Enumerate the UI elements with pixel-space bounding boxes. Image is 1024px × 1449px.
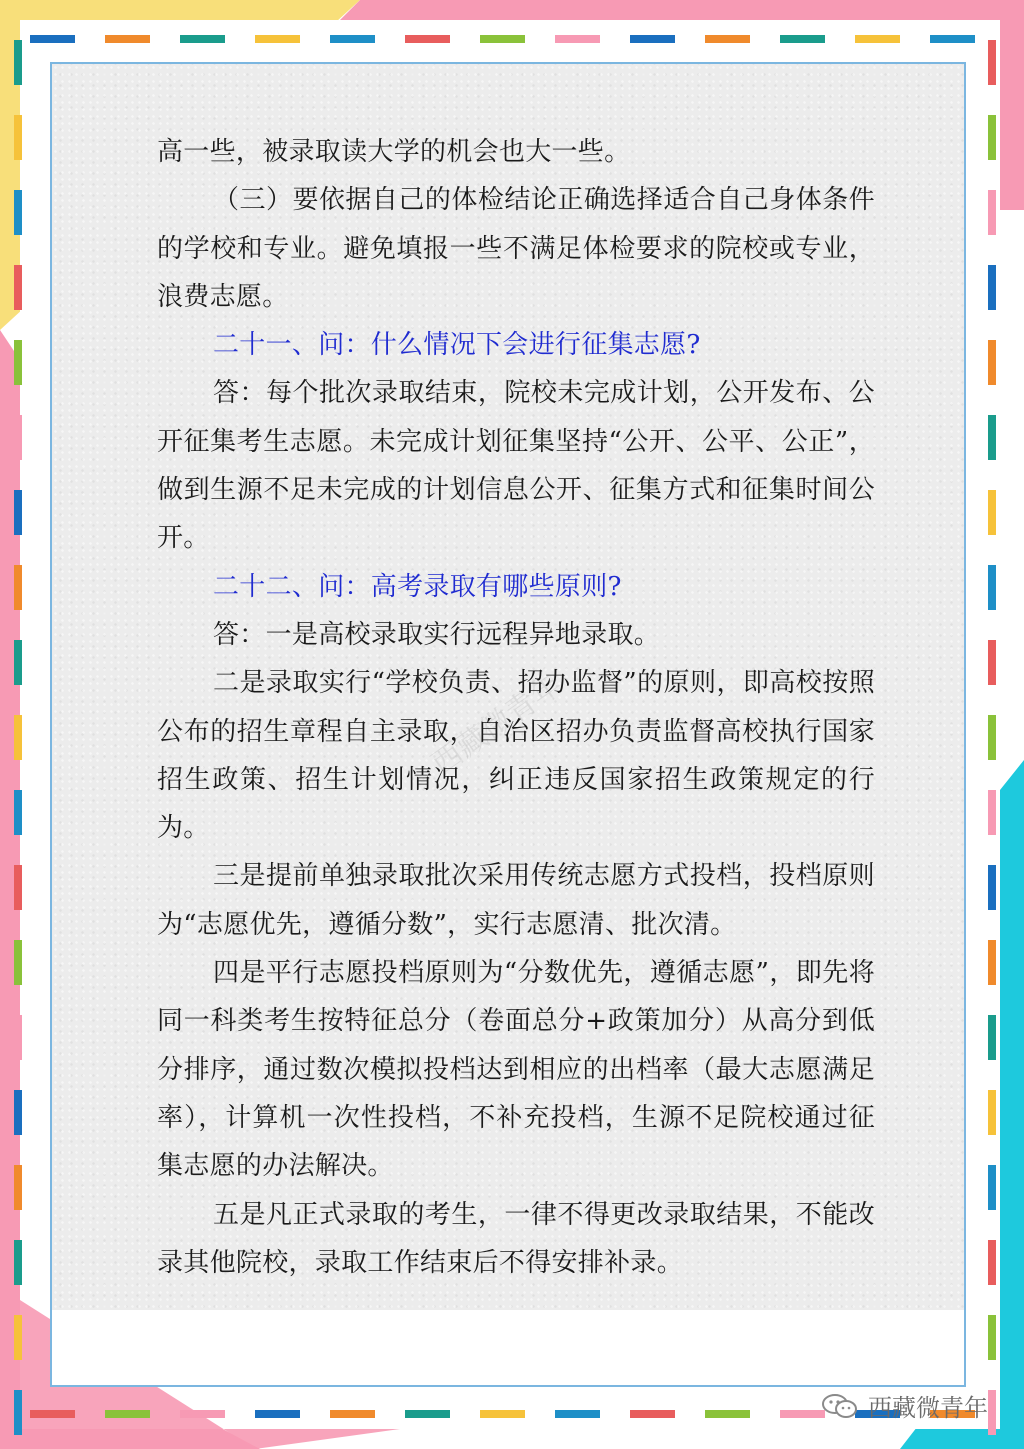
- brand-name: 西藏微青年: [868, 1394, 988, 1422]
- brand-mark: [820, 1388, 988, 1423]
- document-body: [157, 128, 875, 1287]
- paragraph: 高一些，被录取读大学的机会也大一些。: [157, 137, 631, 167]
- watermark: 西藏微青年: [425, 667, 569, 783]
- paragraph: 二是录取实行“学校负责、招办监督”的原则，即高校按照公布的招生章程自主录取，自治区招办负责监督高校执行国家招生政策、招生计划情况，纠正违反国家招生政策规定的行为。: [157, 668, 875, 844]
- paragraph: 四是平行志愿投档原则为“分数优先，遵循志愿”，即先将同一科类考生按特征总分（卷面总分+政策加分）从高分到低分排序，通过数次模拟投档达到相应的出档率（最大志愿满足率），计算机一次性投档，不补充投档，生源不足院校通过征集志愿的办法解决。: [157, 958, 875, 1182]
- question-heading: 二十二、问：高考录取有哪些原则?: [213, 571, 622, 602]
- paragraph: 答：一是高校录取实行远程异地录取。: [213, 619, 661, 650]
- paragraph: 三是提前单独录取批次采用传统志愿方式投档，投档原则为“志愿优先，遵循分数”，实行志愿清、批次清。: [157, 861, 875, 940]
- wechat-icon: [820, 1392, 860, 1420]
- paragraph: 答：每个批次录取结束，院校未完成计划，公开发布、公开征集考生志愿。未完成计划征集坚持“公开、公平、公正”，做到生源不足未完成的计划信息公开、征集方式和征集时间公开。: [157, 378, 875, 554]
- question-heading: 二十一、问：什么情况下会进行征集志愿?: [213, 330, 701, 361]
- paragraph: 五是凡正式录取的考生，一律不得更改录取结果，不能改录其他院校，录取工作结束后不得安排补录。: [157, 1199, 875, 1278]
- paragraph: （三）要依据自己的体检结论正确选择适合自己身体条件的学校和专业。避免填报一些不满足体检要求的院校或专业，浪费志愿。: [157, 185, 875, 312]
- page-bottom-blank: [52, 1310, 964, 1385]
